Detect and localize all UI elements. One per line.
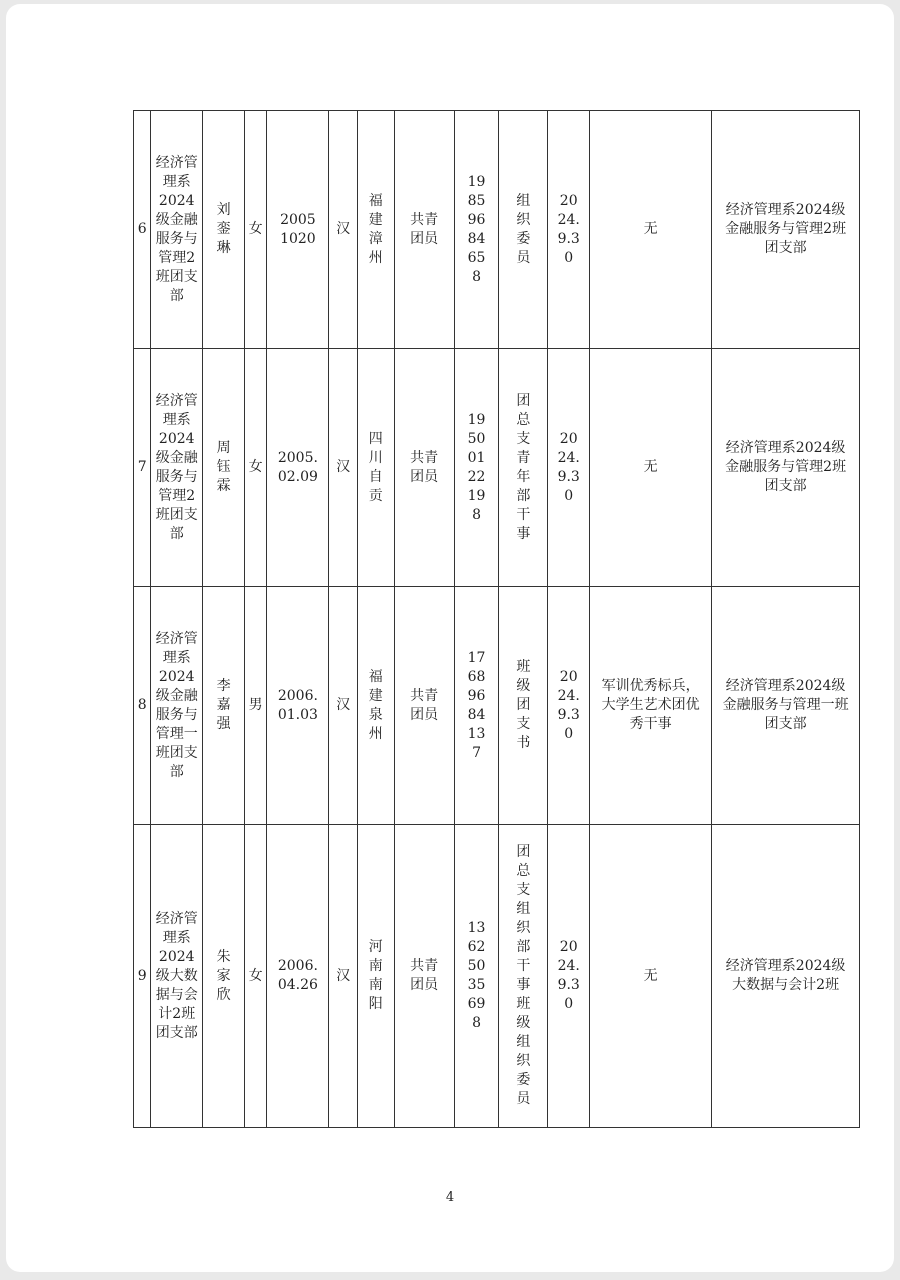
- date-text: 2024.9.30: [557, 430, 580, 504]
- organization-text: 经济管理系2024级金融服务与管理2班团支部: [725, 440, 847, 494]
- row-index: 7: [134, 349, 151, 587]
- member-roster-table: [133, 110, 860, 1128]
- position-cell: [499, 587, 548, 825]
- birth-cell: [267, 111, 329, 349]
- native-place-cell: [357, 587, 394, 825]
- native-place-cell: [357, 825, 394, 1128]
- birth-text: 2006.04.26: [277, 958, 318, 993]
- honors-cell: 无: [590, 349, 712, 587]
- political-status-cell: [394, 111, 454, 349]
- honors-cell: [590, 587, 712, 825]
- table-row: [134, 349, 860, 587]
- organization-cell: [712, 587, 860, 825]
- position-cell: [499, 825, 548, 1128]
- birth-cell: [267, 349, 329, 587]
- native-place-cell: [357, 111, 394, 349]
- branch-text: 经济管理系2024级金融服务与管理一班团支部: [155, 630, 198, 780]
- native-place-text: 福建漳州: [368, 192, 383, 266]
- branch-text: 经济管理系2024级大数据与会计2班团支部: [155, 910, 198, 1041]
- document-page: [6, 4, 894, 1272]
- gender-cell: 女: [244, 111, 266, 349]
- honors-cell: 无: [590, 825, 712, 1128]
- native-place-cell: [357, 349, 394, 587]
- row-index: 6: [134, 111, 151, 349]
- branch-cell: [151, 111, 203, 349]
- date-text: 2024.9.30: [557, 939, 580, 1012]
- branch-text: 经济管理系2024级金融服务与管理2班团支部: [155, 154, 198, 304]
- branch-cell: [151, 587, 203, 825]
- birth-text: 2005.02.09: [277, 449, 318, 485]
- organization-text: 经济管理系2024级大数据与会计2班: [725, 958, 846, 993]
- position-text: 团总支青年部干事: [516, 392, 531, 542]
- organization-cell: [712, 111, 860, 349]
- gender-cell: 女: [244, 349, 266, 587]
- honors-cell: 无: [590, 111, 712, 349]
- branch-text: 经济管理系2024级金融服务与管理2班团支部: [155, 392, 198, 542]
- native-place-text: 河南南阳: [368, 939, 383, 1012]
- ethnicity-cell: 汉: [329, 111, 358, 349]
- date-cell: [548, 587, 590, 825]
- native-place-text: 四川自贡: [368, 430, 383, 504]
- phone-cell: [454, 349, 499, 587]
- branch-cell: [151, 349, 203, 587]
- table-row: [134, 825, 860, 1128]
- ethnicity-cell: 汉: [329, 587, 358, 825]
- row-index: 8: [134, 587, 151, 825]
- date-text: 2024.9.30: [557, 192, 580, 266]
- phone-text: 19859684658: [467, 173, 486, 285]
- position-text: 组织委员: [516, 192, 531, 266]
- date-cell: [548, 349, 590, 587]
- phone-text: 19500122198: [467, 411, 486, 523]
- phone-cell: [454, 587, 499, 825]
- political-status-cell: [394, 587, 454, 825]
- phone-cell: [454, 825, 499, 1128]
- position-text: 班级团支书: [516, 659, 531, 751]
- ethnicity-cell: 汉: [329, 349, 358, 587]
- political-status-text: 共青团员: [410, 958, 439, 993]
- birth-cell: [267, 825, 329, 1128]
- political-status-text: 共青团员: [410, 449, 439, 485]
- honors-text: 军训优秀标兵，大学生艺术团优秀干事: [601, 678, 700, 732]
- table-row: [134, 587, 860, 825]
- date-cell: [548, 825, 590, 1128]
- name-text: 李嘉强: [216, 678, 231, 732]
- birth-cell: [267, 587, 329, 825]
- page-number: 4: [445, 1190, 455, 1205]
- date-cell: [548, 111, 590, 349]
- phone-text: 13625035698: [467, 920, 486, 1031]
- gender-cell: 女: [244, 825, 266, 1128]
- name-text: 刘銮琳: [216, 202, 231, 256]
- political-status-text: 共青团员: [410, 211, 439, 247]
- row-index: 9: [134, 825, 151, 1128]
- gender-cell: 男: [244, 587, 266, 825]
- position-text: 团总支组织部干事班级组织委员: [516, 844, 531, 1107]
- birth-text: 20051020: [280, 211, 316, 247]
- birth-text: 2006.01.03: [277, 687, 318, 723]
- organization-text: 经济管理系2024级金融服务与管理2班团支部: [725, 202, 847, 256]
- name-cell: [203, 111, 245, 349]
- name-text: 朱家欣: [216, 948, 231, 1003]
- name-cell: [203, 349, 245, 587]
- ethnicity-cell: 汉: [329, 825, 358, 1128]
- table-row: [134, 111, 860, 349]
- phone-text: 17689684137: [467, 649, 486, 761]
- political-status-text: 共青团员: [410, 687, 439, 723]
- political-status-cell: [394, 349, 454, 587]
- name-cell: [203, 587, 245, 825]
- organization-cell: [712, 349, 860, 587]
- position-cell: [499, 111, 548, 349]
- name-text: 周钰霖: [216, 440, 231, 494]
- organization-text: 经济管理系2024级金融服务与管理一班团支部: [722, 678, 849, 732]
- organization-cell: [712, 825, 860, 1128]
- political-status-cell: [394, 825, 454, 1128]
- date-text: 2024.9.30: [557, 668, 580, 742]
- phone-cell: [454, 111, 499, 349]
- native-place-text: 福建泉州: [368, 668, 383, 742]
- branch-cell: [151, 825, 203, 1128]
- name-cell: [203, 825, 245, 1128]
- position-cell: [499, 349, 548, 587]
